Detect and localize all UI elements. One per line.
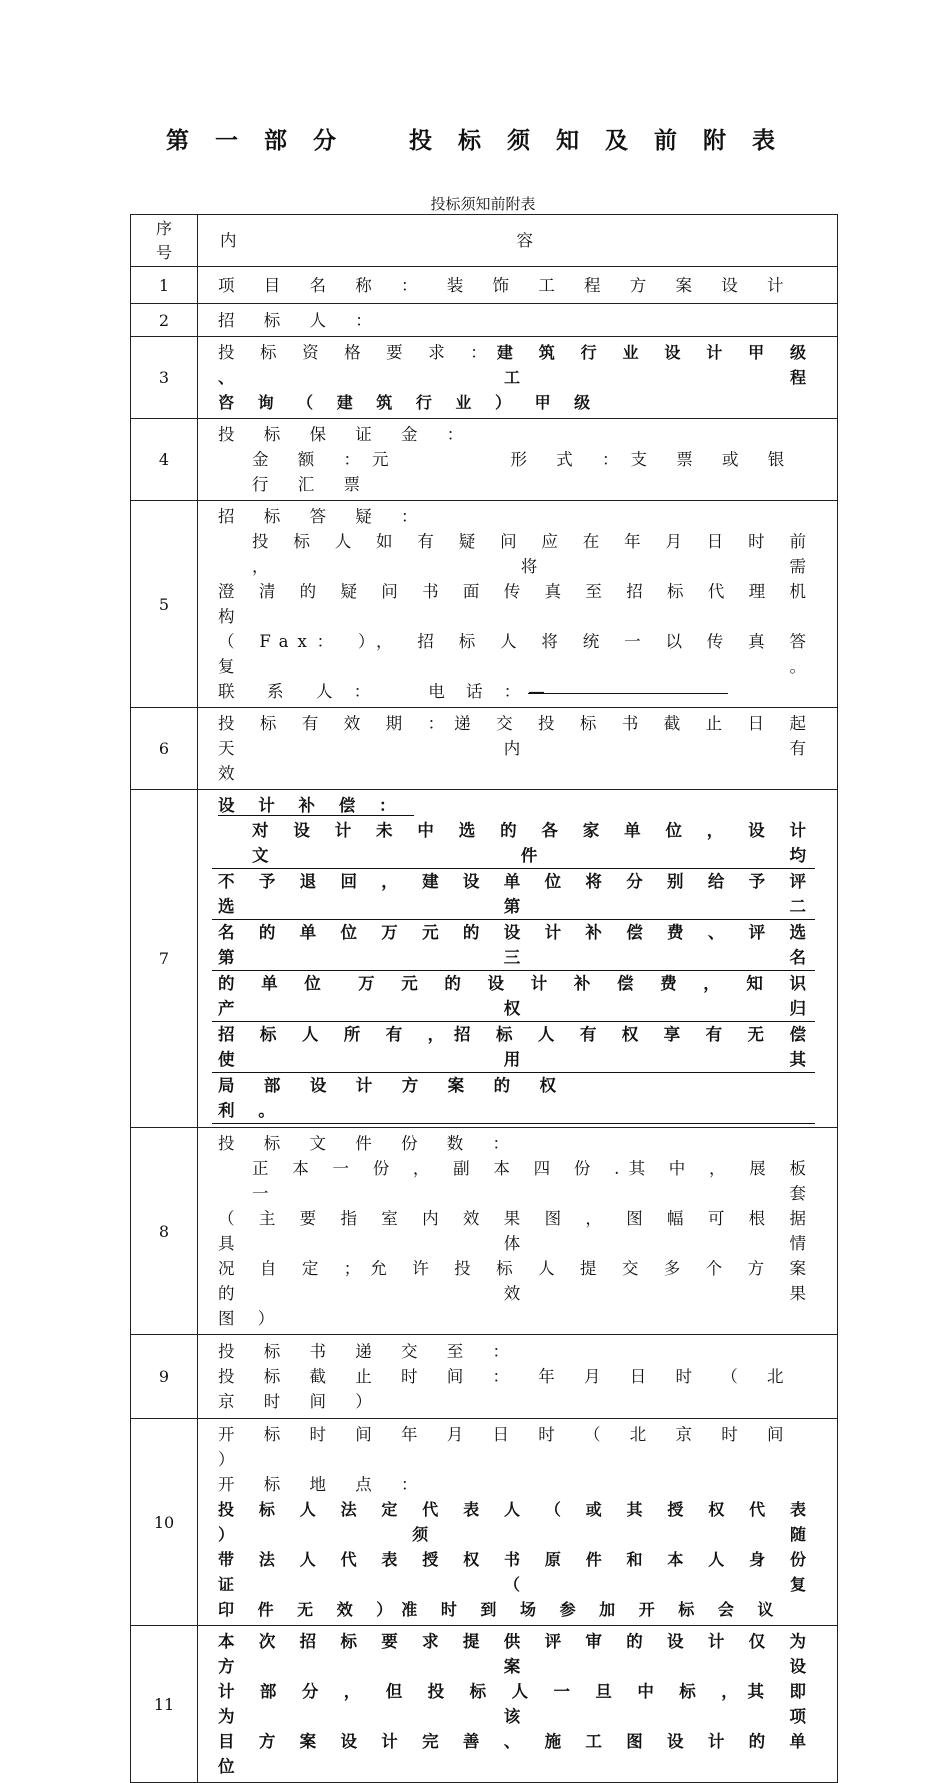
contact-phone: 电 话 ：: [428, 682, 529, 701]
table-row: [131, 337, 838, 419]
qualification-line-2: 咨 询 （ 建 筑 行 业 ） 甲 级: [218, 393, 600, 412]
row-content: [198, 1128, 838, 1335]
comp-label-text: 设 计 补 偿 ：: [218, 796, 414, 816]
row-content: [198, 304, 838, 337]
table-header-row: [131, 215, 838, 267]
qualification-value: 建 筑 行 业 设 计 甲 级 、 工 程: [218, 343, 815, 387]
opening-note-1: 投 标 人 法 定 代 表 人 （ 或 其 授 权 代 表 ）须 随: [218, 1500, 815, 1544]
row-content: [198, 501, 838, 708]
row-num: 11: [131, 1626, 198, 1783]
contact-person: 联 系 人 ：: [218, 682, 379, 701]
bond-form: 形 式 ：支 票 或 银 行 汇 票: [252, 450, 797, 494]
copies-line-3: 况 自 定 ；允 许 投 标 人 提 交 多 个 方 案 的 效 果: [218, 1259, 815, 1303]
row-num: 3: [131, 337, 198, 419]
opening-place: 开 标 地 点 ：: [218, 1475, 430, 1494]
bond-amount: 金 额 ：元: [252, 450, 401, 469]
table-row: [131, 267, 838, 304]
row-content: [198, 267, 838, 304]
row-num: 4: [131, 419, 198, 501]
table-row: [131, 419, 838, 501]
scope-line-3: 目 方 案 设 计 完 善 、 施 工 图 设 计 的 单 位: [218, 1732, 815, 1776]
row-content: [198, 337, 838, 419]
table-row: [131, 790, 838, 1128]
opening-time: 开 标 时 间 年 月 日 时 （ 北 京 时 间 ）: [218, 1425, 796, 1469]
row-num: 8: [131, 1128, 198, 1335]
row-num: 2: [131, 304, 198, 337]
row-content: [198, 1335, 838, 1419]
phone-blank: —: [528, 679, 728, 694]
table-row: [131, 304, 838, 337]
comp-line-1: 对 设 计 未 中 选 的 各 家 单 位 ， 设 计 文 件 均: [212, 818, 815, 869]
copies-line-4: 图 ）: [218, 1309, 284, 1328]
row-num: 9: [131, 1335, 198, 1419]
row-content: [198, 708, 838, 790]
row-num: 10: [131, 1419, 198, 1626]
qa-label: 招 标 答 疑 ：: [218, 507, 430, 526]
table-row: [131, 1128, 838, 1335]
comp-line-3: 名 的 单 位 万 元 的 设 计 补 偿 费 、 评 选 第 三 名: [212, 920, 815, 971]
table-row: [131, 501, 838, 708]
table-caption: 投标须知前附表: [430, 195, 536, 213]
row-content: [198, 1626, 838, 1783]
row-content: [198, 419, 838, 501]
bond-detail: [218, 447, 815, 497]
row-content: [198, 790, 838, 1128]
copies-line-1: 正 本 一 份 ， 副 本 四 份 .其 中 ， 展 板 一 套: [252, 1159, 815, 1203]
qa-contact: [218, 679, 815, 704]
scope-line-1: 本 次 招 标 要 求 提 供 评 审 的 设 计 仅 为 方 案 设: [218, 1632, 815, 1676]
qa-line-3: （ Fax： ）， 招 标 人 将 统 一 以 传 真 答 复 。: [218, 632, 815, 676]
row-num: 7: [131, 790, 198, 1128]
comp-line-6: 局 部 设 计 方 案 的 权 利 。: [212, 1073, 815, 1124]
project-name: 项 目 名 称 ： 装 饰 工 程 方 案 设 计: [218, 275, 796, 295]
row-num: 5: [131, 501, 198, 708]
copies-line-2: （ 主 要 指 室 内 效 果 图 ， 图 幅 可 根 据 具 体 情: [218, 1209, 815, 1253]
header-num-label: 序号: [156, 218, 173, 262]
table-row: [131, 1335, 838, 1419]
validity-line-2: 效: [218, 764, 244, 783]
validity-line-1: 投 标 有 效 期 ：递 交 投 标 书 截 止 日 起 天 内 有: [218, 714, 815, 758]
tenderer: 招 标 人 ：: [218, 310, 384, 330]
comp-line-5: 招 标 人 所 有 ，招 标 人 有 权 享 有 无 偿 使 用 其: [212, 1022, 815, 1073]
comp-label: [212, 793, 815, 818]
row-num: 1: [131, 267, 198, 304]
submit-to: 投 标 书 递 交 至 ：: [218, 1342, 521, 1361]
scope-line-2: 计 部 分 ， 但 投 标 人 一 旦 中 标 ，其 即 为 该 项: [218, 1682, 815, 1726]
opening-note-2: 带 法 人 代 表 授 权 书 原 件 和 本 人 身 份 证 （ 复: [218, 1550, 815, 1594]
opening-note-3: 印 件 无 效 ）准 时 到 场 参 加 开 标 会 议: [218, 1600, 783, 1619]
qualification-line-1: [218, 340, 815, 390]
header-num: [131, 215, 198, 267]
table-row: [131, 1419, 838, 1626]
deadline: 投 标 截 止 时 间 ： 年 月 日 时 （ 北 京 时 间 ）: [218, 1367, 796, 1411]
page-title: 第 一 部 分 投 标 须 知 及 前 附 表: [165, 128, 785, 154]
row-content: [198, 1419, 838, 1626]
comp-line-2: 不 予 退 回 ， 建 设 单 位 将 分 别 给 予 评 选 第 二: [212, 869, 815, 920]
table-row: [131, 1626, 838, 1783]
qa-line-2: 澄 清 的 疑 问 书 面 传 真 至 招 标 代 理 机 构: [218, 582, 815, 626]
header-content: 内容: [198, 215, 838, 267]
copies-label: 投 标 文 件 份 数 ：: [218, 1134, 521, 1153]
qualification-label: 投 标 资 格 要 求 ：: [218, 343, 497, 362]
comp-line-4: 的 单 位 万 元 的 设 计 补 偿 费 ， 知 识 产 权 归: [212, 971, 815, 1022]
table-row: [131, 708, 838, 790]
row-num: 6: [131, 708, 198, 790]
notice-table: [130, 214, 838, 1783]
bond-label: 投 标 保 证 金 ：: [218, 425, 476, 444]
qa-line-1: 投 标 人 如 有 疑 问 应 在 年 月 日 时 前 ， 将 需: [252, 532, 815, 576]
